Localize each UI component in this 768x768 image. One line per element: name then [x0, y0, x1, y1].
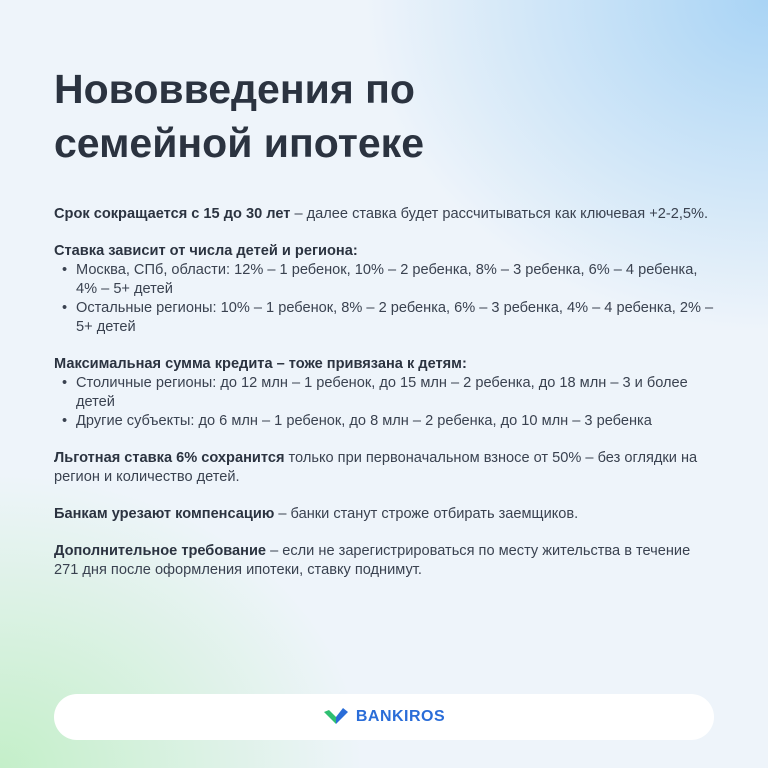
preferential-bold: Льготная ставка 6% сохранится [54, 450, 285, 466]
term-paragraph [54, 205, 714, 224]
banks-text: – банки станут строже отбирать заемщиков. [274, 506, 579, 522]
list-item: • Москва, СПб, области: 12% – 1 ребенок, 10% – 2 ребенка, 8% – 3 ребенка, 6% – 4 ребенка, 4% – 5+ детей [54, 261, 714, 299]
requirement-bold: Дополнительное требование [54, 543, 267, 559]
rate-list [54, 261, 714, 337]
rate-heading: Ставка зависит от числа детей и региона: [54, 243, 358, 259]
brand-name: BANKIROS [355, 708, 446, 725]
banks-paragraph [54, 505, 714, 524]
max-sum-heading: Максимальная сумма кредита – тоже привязана к детям: [54, 356, 467, 372]
article-content [54, 205, 714, 598]
term-text: – далее ставка будет рассчитываться как ключевая +2-2,5%. [290, 206, 709, 222]
footer-bar [54, 694, 714, 740]
rate-section [54, 242, 714, 337]
list-item: • Остальные регионы: 10% – 1 ребенок, 8% – 2 ребенка, 6% – 3 ребенка, 4% – 4 ребенка, 2% – 5+ детей [54, 299, 714, 337]
title-line-2: семейной ипотеке [54, 120, 425, 166]
bankiros-logo-icon [323, 707, 349, 727]
list-item: • Столичные регионы: до 12 млн – 1 ребенок, до 15 млн – 2 ребенка, до 18 млн – 3 и более детей [54, 374, 714, 412]
preferential-paragraph [54, 449, 714, 487]
title-line-1: Нововведения по [54, 66, 415, 112]
max-sum-list [54, 374, 714, 431]
page-title [54, 62, 714, 170]
preferential-text: только при первоначальном взносе от 50% – без оглядки на регион и количество детей. [54, 450, 698, 485]
banks-bold: Банкам урезают компенсацию [54, 506, 275, 522]
requirement-text: – если не зарегистрироваться по месту жительства в течение 271 дня после оформления ипотеки, ставку поднимут. [54, 543, 691, 578]
requirement-paragraph [54, 542, 714, 580]
term-bold: Срок сокращается с 15 до 30 лет [54, 206, 291, 222]
max-sum-section [54, 355, 714, 431]
list-item: • Другие субъекты: до 6 млн – 1 ребенок, до 8 млн – 2 ребенка, до 10 млн – 3 ребенка [54, 412, 714, 431]
